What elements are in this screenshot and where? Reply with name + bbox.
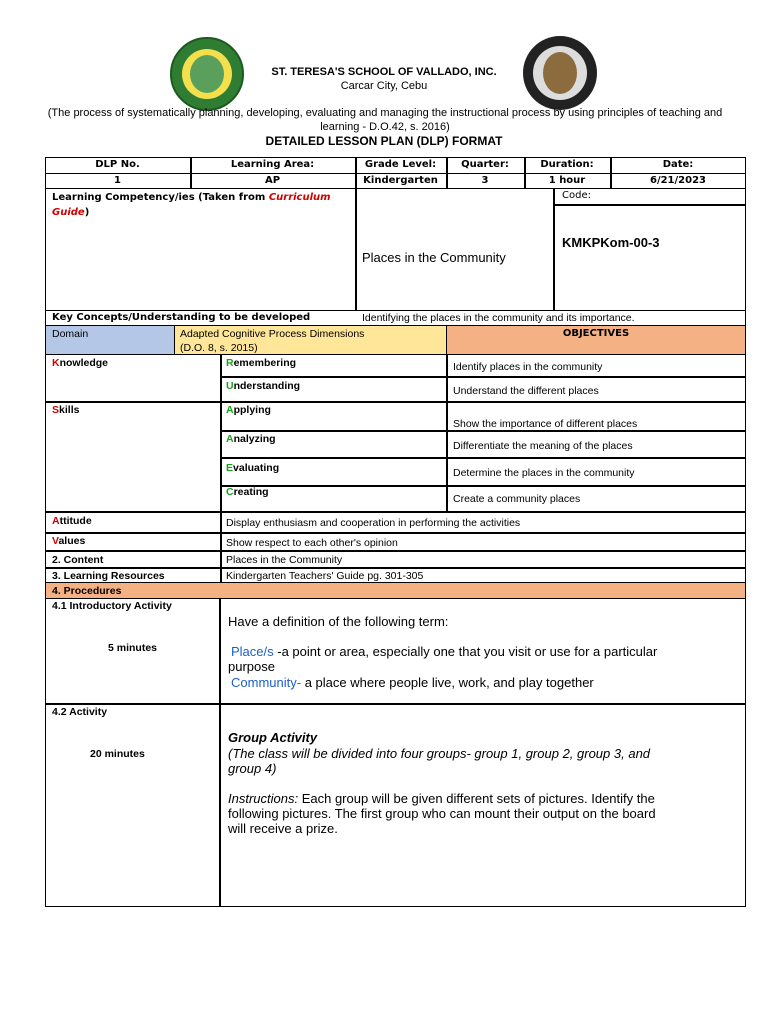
- objective-analyzing: Differentiate the meaning of the places: [453, 440, 633, 452]
- resources-text: Kindergarten Teachers' Guide pg. 301-305: [226, 570, 424, 582]
- activity-time: 20 minutes: [90, 748, 145, 760]
- domain-attitude: Attitude: [52, 515, 92, 527]
- grade-level: Kindergarten: [363, 175, 438, 186]
- competency-code: KMKPKom-00-3: [562, 235, 660, 250]
- objective-understanding: Understand the different places: [453, 385, 599, 397]
- activity-instructions: Instructions: Each group will be given different sets of pictures. Identify the: [228, 791, 655, 806]
- activity-groups: (The class will be divided into four groups- group 1, group 2, group 3, and: [228, 746, 651, 761]
- dlp-description: (The process of systematically planning, developing, evaluating and managing the instructional process by using principles of teaching and learning - D.O.42, s. 2016): [47, 107, 723, 133]
- info-header-grade: Grade Level:: [364, 159, 437, 170]
- key-concepts-label: Key Concepts/Understanding to be developed: [52, 312, 311, 323]
- intro-heading: Have a definition of the following term:: [228, 614, 449, 629]
- activity-instructions-cont: following pictures. The first group who can mount their output on the board: [228, 806, 656, 821]
- domain-knowledge: Knowledge: [52, 357, 109, 369]
- domain-values: Values: [52, 535, 86, 547]
- definition-place: Place/s -a point or area, especially one that you visit or use for a particular: [231, 644, 658, 659]
- objectives-heading: OBJECTIVES: [562, 328, 630, 339]
- intro-label: 4.1 Introductory Activity: [52, 600, 172, 612]
- procedures-label: 4. Procedures: [52, 585, 122, 597]
- dimension-applying: Applying: [226, 404, 271, 416]
- content-label: 2. Content: [52, 554, 104, 566]
- info-header-dlp: DLP No.: [95, 159, 140, 170]
- dimension-understanding: Understanding: [226, 380, 301, 392]
- info-header-date: Date:: [662, 159, 694, 170]
- attitude-text: Display enthusiasm and cooperation in performing the activities: [226, 517, 521, 529]
- dimension-remembering: Remembering: [226, 357, 297, 369]
- dlp-number: 1: [114, 175, 121, 186]
- objective-evaluating: Determine the places in the community: [453, 467, 635, 479]
- learning-area: AP: [264, 175, 281, 186]
- content-text: Places in the Community: [226, 554, 343, 566]
- domain-skills: Skills: [52, 404, 80, 416]
- code-label: Code:: [562, 190, 591, 201]
- values-text: Show respect to each other's opinion: [226, 537, 398, 549]
- duration: 1 hour: [548, 175, 586, 186]
- key-concepts-text: Identifying the places in the community and its importance.: [362, 312, 635, 324]
- activity-label: 4.2 Activity: [52, 706, 108, 718]
- dimension-creating: Creating: [226, 486, 269, 498]
- quarter: 3: [481, 175, 489, 186]
- dimension-evaluating: Evaluating: [226, 462, 280, 474]
- activity-instructions-end: will receive a prize.: [228, 821, 338, 836]
- school-city: Carcar City, Cebu: [340, 80, 428, 92]
- dimensions-heading: Adapted Cognitive Process Dimensions (D.O. 8, s. 2015): [180, 328, 365, 354]
- dimension-analyzing: Analyzing: [226, 433, 276, 445]
- definition-place-cont: purpose: [228, 659, 275, 674]
- intro-time: 5 minutes: [108, 642, 158, 654]
- page-title: DETAILED LESSON PLAN (DLP) FORMAT: [265, 134, 503, 148]
- definition-community: Community- a place where people live, work, and play together: [231, 675, 594, 690]
- objective-remembering: Identify places in the community: [453, 361, 603, 373]
- activity-groups-cont: group 4): [228, 761, 277, 776]
- info-header-quarter: Quarter:: [461, 159, 509, 170]
- info-header-area: Learning Area:: [230, 159, 315, 170]
- procedures-row: [45, 582, 746, 599]
- school-name: ST. TERESA'S SCHOOL OF VALLADO, INC.: [271, 66, 497, 78]
- competency-text: Places in the Community: [362, 250, 506, 265]
- info-header-duration: Duration:: [540, 159, 594, 170]
- objective-creating: Create a community places: [453, 493, 581, 505]
- objective-applying: Show the importance of different places: [453, 418, 638, 430]
- domain-heading: Domain: [52, 328, 89, 340]
- activity-heading: Group Activity: [228, 730, 318, 745]
- date: 6/21/2023: [649, 175, 706, 186]
- resources-label: 3. Learning Resources: [52, 570, 165, 582]
- competency-label: Learning Competency/ies (Taken from Curriculum Guide): [52, 192, 331, 218]
